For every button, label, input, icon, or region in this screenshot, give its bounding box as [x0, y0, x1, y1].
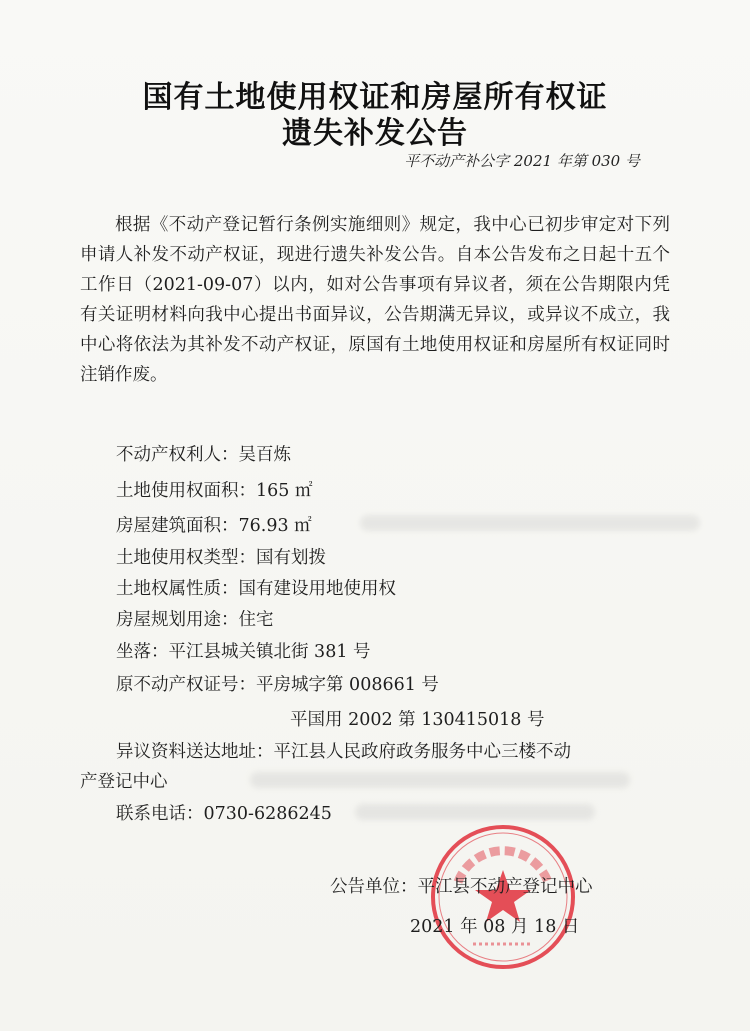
- scan-smudge: [355, 804, 595, 820]
- field-house-use: 房屋规划用途：住宅: [116, 610, 274, 630]
- field-land-area: 土地使用权面积：165 ㎡: [116, 481, 313, 501]
- notice-title-line1: 国有土地使用权证和房屋所有权证: [142, 80, 608, 115]
- field-original-cert-2: 平国用 2002 第 130415018 号: [290, 710, 545, 730]
- field-land-type: 土地使用权类型：国有划拨: [116, 548, 326, 568]
- field-land-nature: 土地权属性质：国有建设用地使用权: [116, 579, 396, 599]
- document-number: 平不动产补公字 2021 年第 030 号: [404, 152, 640, 170]
- field-objection-address-cont: 产登记中心: [80, 772, 168, 792]
- field-location: 坐落：平江县城关镇北街 381 号: [116, 642, 371, 662]
- scan-smudge: [250, 772, 630, 788]
- issue-date: 2021 年 08 月 18 日: [410, 917, 580, 937]
- scan-smudge: [360, 515, 700, 531]
- field-original-cert: 原不动产权证号：平房城字第 008661 号: [116, 675, 439, 695]
- issuer: 公告单位：平江县不动产登记中心: [330, 877, 593, 897]
- field-building-area: 房屋建筑面积：76.93 ㎡: [116, 516, 312, 536]
- field-objection-address: 异议资料送达地址：平江县人民政府政务服务中心三楼不动: [116, 742, 571, 762]
- field-owner: 不动产权利人：吴百炼: [116, 445, 291, 465]
- field-phone: 联系电话：0730-6286245: [116, 804, 332, 824]
- notice-title-line2: 遗失补发公告: [282, 116, 468, 151]
- notice-body: 根据《不动产登记暂行条例实施细则》规定，我中心已初步审定对下列申请人补发不动产权证，现进行遗失补发公告。自本公告发布之日起十五个工作日（2021-09-07）以内，如对公告事项有异议者，须在公告期限内凭有关证明材料向我中心提出书面异议，公告期满无异议，或异议不成立，我中心将依法为其补发不动产权证，原国有土地使用权证和房屋所有权证同时注销作废。: [80, 215, 670, 385]
